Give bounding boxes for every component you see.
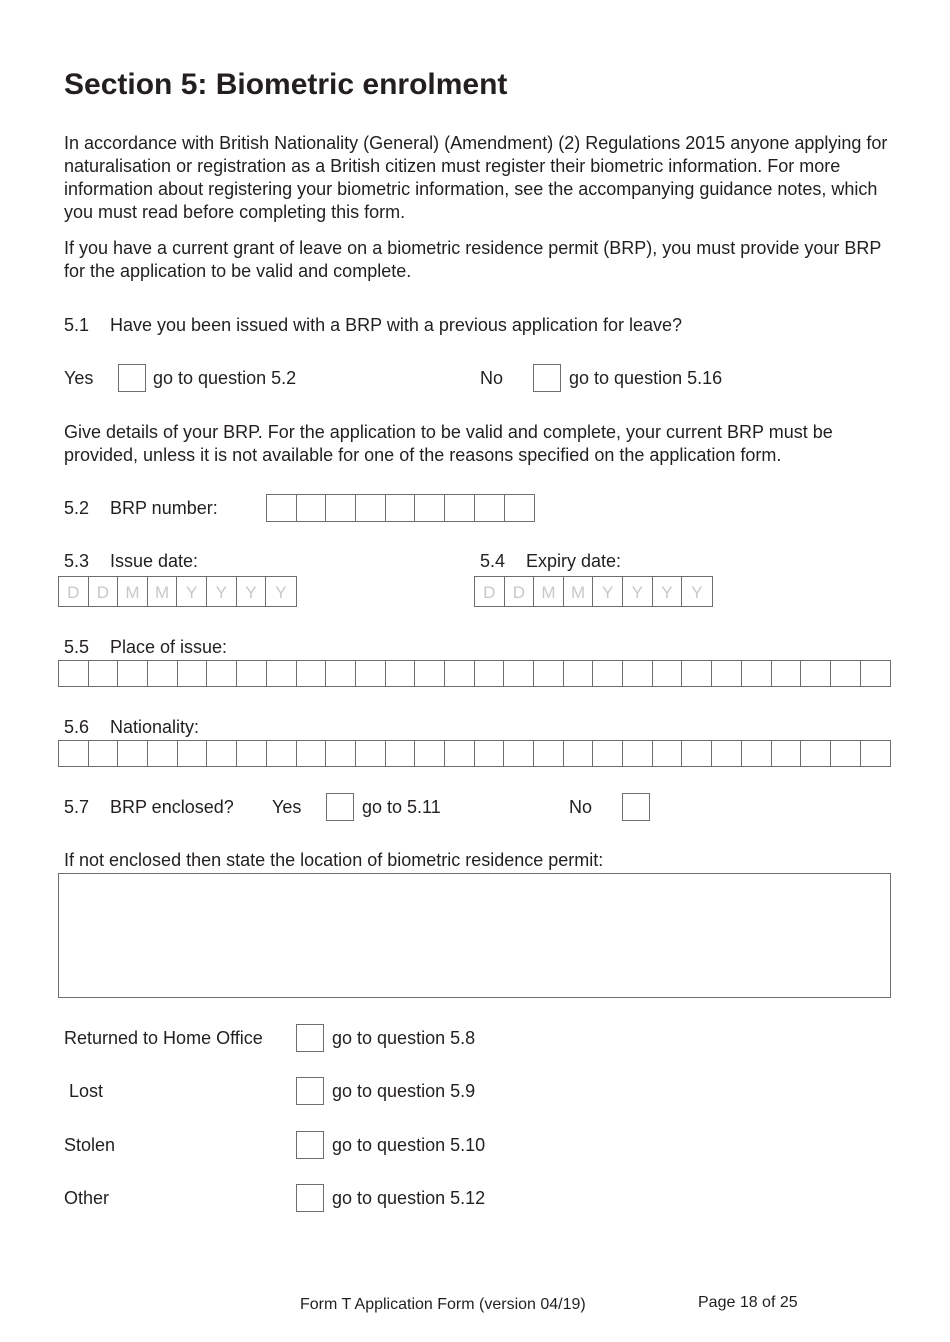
q5-5-label: Place of issue: bbox=[110, 637, 228, 657]
input-cell[interactable] bbox=[653, 661, 683, 686]
brp-details-text: Give details of your BRP. For the application to be valid and complete, your current BRP must be provided, unless it is not available for one of the reasons specified on the application form. bbox=[64, 422, 833, 465]
input-cell[interactable] bbox=[326, 741, 356, 766]
input-cell[interactable] bbox=[237, 741, 267, 766]
input-cell[interactable] bbox=[267, 741, 297, 766]
input-cell[interactable] bbox=[772, 661, 802, 686]
date-placeholder-cell[interactable]: Y bbox=[177, 577, 207, 606]
input-cell[interactable] bbox=[356, 741, 386, 766]
q5-7-yes-label: Yes bbox=[272, 797, 302, 817]
option-lost-checkbox[interactable] bbox=[296, 1077, 324, 1105]
input-cell[interactable] bbox=[148, 661, 178, 686]
intro-paragraph-1: In accordance with British Nationality (General) (Amendment) (2) Regulations 2015 anyone applying for naturalisation or registration as a British citizen must register their biometric information. For more information about registering your biometric information, see the accompanying guidance notes, which you must read before completing this form. bbox=[64, 133, 888, 222]
footer-form-name: Form T Application Form (version 04/19) bbox=[300, 1296, 586, 1313]
option-other-goto: go to question 5.12 bbox=[332, 1188, 486, 1208]
input-cell[interactable] bbox=[59, 661, 89, 686]
input-cell[interactable] bbox=[326, 495, 356, 521]
input-cell[interactable] bbox=[801, 661, 831, 686]
q5-7-yes-checkbox[interactable] bbox=[326, 793, 354, 821]
input-cell[interactable] bbox=[59, 741, 89, 766]
place-of-issue-input[interactable] bbox=[58, 660, 891, 687]
q5-2-number: 5.2 bbox=[64, 498, 90, 518]
date-placeholder-cell[interactable]: Y bbox=[623, 577, 653, 606]
q5-4-number: 5.4 bbox=[480, 551, 506, 571]
section-title: Section 5: Biometric enrolment bbox=[64, 68, 508, 101]
input-cell[interactable] bbox=[267, 495, 297, 521]
footer-page-number: Page 18 of 25 bbox=[698, 1294, 798, 1311]
intro-paragraph-2: If you have a current grant of leave on a biometric residence permit (BRP), you must provide your BRP for the application to be valid and complete. bbox=[64, 238, 882, 281]
option-returned-label: Returned to Home Office bbox=[64, 1028, 263, 1048]
input-cell[interactable] bbox=[475, 495, 505, 521]
q5-6-number: 5.6 bbox=[64, 717, 90, 737]
input-cell[interactable] bbox=[564, 741, 594, 766]
q5-1-no-checkbox[interactable] bbox=[533, 364, 561, 392]
q5-4-label: Expiry date: bbox=[526, 551, 622, 571]
not-enclosed-label: If not enclosed then state the location of biometric residence permit: bbox=[64, 850, 604, 870]
input-cell[interactable] bbox=[475, 741, 505, 766]
date-placeholder-cell[interactable]: M bbox=[148, 577, 178, 606]
input-cell[interactable] bbox=[207, 741, 237, 766]
input-cell[interactable] bbox=[593, 661, 623, 686]
input-cell[interactable] bbox=[534, 661, 564, 686]
q5-1-yes-checkbox[interactable] bbox=[118, 364, 146, 392]
input-cell[interactable] bbox=[267, 661, 297, 686]
input-cell[interactable] bbox=[118, 661, 148, 686]
q5-7-yes-goto: go to 5.11 bbox=[362, 797, 441, 817]
date-placeholder-cell[interactable]: D bbox=[475, 577, 505, 606]
input-cell[interactable] bbox=[415, 661, 445, 686]
input-cell[interactable] bbox=[564, 661, 594, 686]
brp-number-input[interactable] bbox=[266, 494, 535, 522]
option-other-label: Other bbox=[64, 1188, 110, 1208]
q5-7-no-checkbox[interactable] bbox=[622, 793, 650, 821]
input-cell[interactable] bbox=[415, 741, 445, 766]
input-cell[interactable] bbox=[445, 741, 475, 766]
issue-date-input[interactable] bbox=[58, 576, 297, 607]
input-cell[interactable] bbox=[742, 741, 772, 766]
q5-3-number: 5.3 bbox=[64, 551, 90, 571]
q5-3-label: Issue date: bbox=[110, 551, 199, 571]
option-stolen-checkbox[interactable] bbox=[296, 1131, 324, 1159]
date-placeholder-cell[interactable]: Y bbox=[653, 577, 683, 606]
input-cell[interactable] bbox=[89, 741, 119, 766]
date-placeholder-cell[interactable]: Y bbox=[691, 583, 703, 602]
input-cell[interactable] bbox=[297, 661, 327, 686]
input-cell[interactable] bbox=[118, 741, 148, 766]
q5-1-yes-goto: go to question 5.2 bbox=[153, 368, 297, 388]
input-cell[interactable] bbox=[742, 661, 772, 686]
option-lost-label: Lost bbox=[64, 1081, 104, 1101]
input-cell[interactable] bbox=[831, 741, 861, 766]
input-cell[interactable] bbox=[207, 661, 237, 686]
q5-1-no-goto: go to question 5.16 bbox=[569, 368, 723, 388]
date-placeholder-cell[interactable]: Y bbox=[237, 577, 267, 606]
input-cell[interactable] bbox=[475, 661, 505, 686]
date-placeholder-cell[interactable]: M bbox=[118, 577, 148, 606]
input-cell[interactable] bbox=[237, 661, 267, 686]
date-placeholder-cell[interactable]: D bbox=[89, 577, 119, 606]
q5-1-number: 5.1 bbox=[64, 315, 90, 335]
q5-1-question: Have you been issued with a BRP with a previous application for leave? bbox=[110, 315, 683, 335]
brp-location-textarea[interactable] bbox=[58, 873, 891, 998]
q5-7-label: BRP enclosed? bbox=[110, 797, 234, 817]
q5-2-label: BRP number: bbox=[110, 498, 218, 518]
input-cell[interactable] bbox=[178, 661, 208, 686]
input-cell[interactable] bbox=[356, 661, 386, 686]
q5-1-no-label: No bbox=[480, 368, 504, 388]
input-cell[interactable] bbox=[386, 661, 416, 686]
date-placeholder-cell[interactable]: M bbox=[534, 577, 564, 606]
input-cell[interactable] bbox=[504, 661, 534, 686]
q5-5-number: 5.5 bbox=[64, 637, 90, 657]
input-cell[interactable] bbox=[623, 661, 653, 686]
input-cell[interactable] bbox=[505, 495, 535, 521]
option-stolen-label: Stolen bbox=[64, 1135, 116, 1155]
input-cell[interactable] bbox=[712, 741, 742, 766]
date-placeholder-cell[interactable]: Y bbox=[275, 583, 287, 602]
input-cell[interactable] bbox=[356, 495, 386, 521]
input-cell[interactable] bbox=[682, 661, 712, 686]
input-cell[interactable] bbox=[148, 741, 178, 766]
option-lost-goto: go to question 5.9 bbox=[332, 1081, 476, 1101]
date-placeholder-cell[interactable]: D bbox=[505, 577, 535, 606]
option-returned-checkbox[interactable] bbox=[296, 1024, 324, 1052]
input-cell[interactable] bbox=[386, 741, 416, 766]
input-cell[interactable] bbox=[445, 495, 475, 521]
input-cell[interactable] bbox=[593, 741, 623, 766]
input-cell[interactable] bbox=[297, 495, 327, 521]
q5-1-yes-label: Yes bbox=[64, 368, 94, 388]
date-placeholder-cell[interactable]: D bbox=[59, 577, 89, 606]
q5-6-label: Nationality: bbox=[110, 717, 200, 737]
date-placeholder-cell[interactable]: Y bbox=[207, 577, 237, 606]
q5-7-number: 5.7 bbox=[64, 797, 90, 817]
input-cell[interactable] bbox=[653, 741, 683, 766]
input-cell[interactable] bbox=[861, 661, 891, 686]
input-cell[interactable] bbox=[682, 741, 712, 766]
input-cell[interactable] bbox=[297, 741, 327, 766]
option-returned-goto: go to question 5.8 bbox=[332, 1028, 476, 1048]
input-cell[interactable] bbox=[386, 495, 416, 521]
input-cell[interactable] bbox=[534, 741, 564, 766]
option-stolen-goto: go to question 5.10 bbox=[332, 1135, 486, 1155]
input-cell[interactable] bbox=[445, 661, 475, 686]
expiry-date-input[interactable] bbox=[474, 576, 713, 607]
input-cell[interactable] bbox=[772, 741, 802, 766]
input-cell[interactable] bbox=[831, 661, 861, 686]
input-cell[interactable] bbox=[178, 741, 208, 766]
input-cell[interactable] bbox=[89, 661, 119, 686]
input-cell[interactable] bbox=[623, 741, 653, 766]
option-other-checkbox[interactable] bbox=[296, 1184, 324, 1212]
input-cell[interactable] bbox=[415, 495, 445, 521]
date-placeholder-cell[interactable]: Y bbox=[593, 577, 623, 606]
input-cell[interactable] bbox=[326, 661, 356, 686]
input-cell[interactable] bbox=[712, 661, 742, 686]
input-cell[interactable] bbox=[504, 741, 534, 766]
nationality-input[interactable] bbox=[58, 740, 891, 767]
input-cell[interactable] bbox=[861, 741, 891, 766]
q5-7-no-label: No bbox=[569, 797, 593, 817]
input-cell[interactable] bbox=[801, 741, 831, 766]
date-placeholder-cell[interactable]: M bbox=[564, 577, 594, 606]
